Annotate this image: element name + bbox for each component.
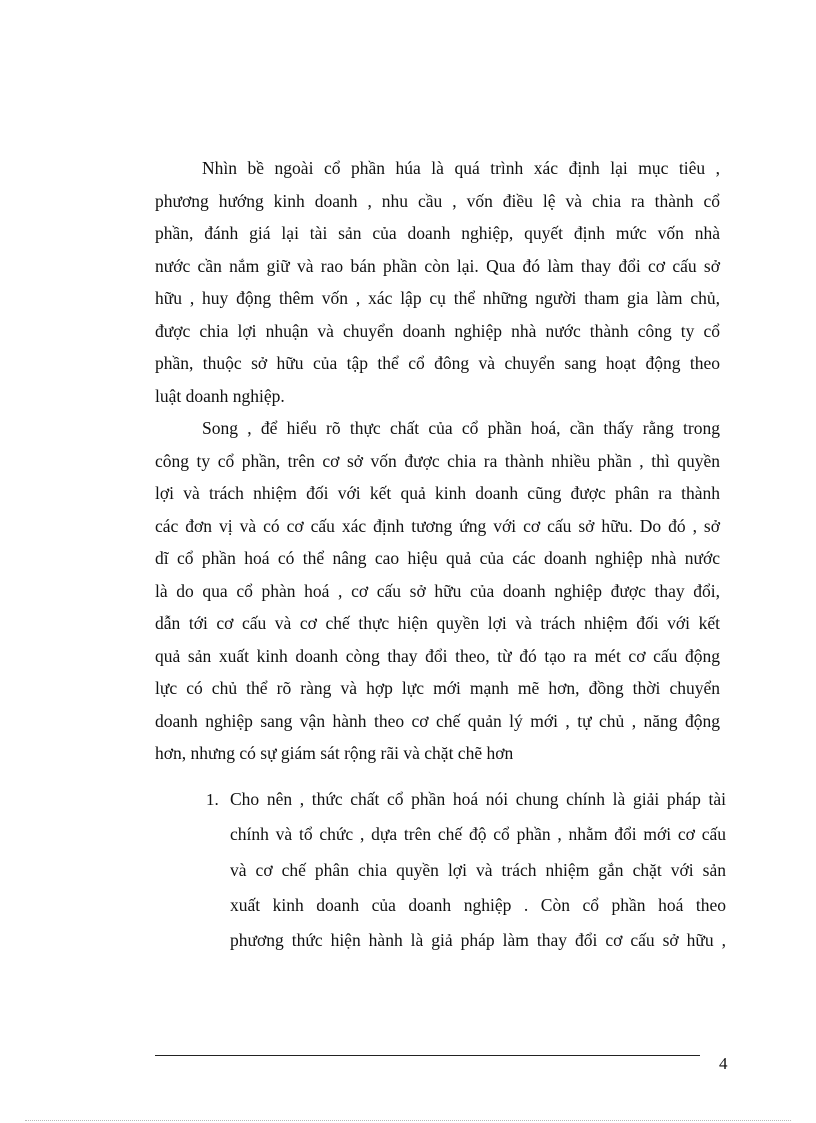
list-item-text [230,782,726,958]
paragraph-2-line: là do qua cổ phàn hoá , cơ cấu sở hữu của doanh nghiệp được thay đổi, [155,580,720,601]
paragraph-2-line: lợi và trách nhiệm đối với kết quả kinh doanh cũng được phân ra thành [155,483,720,503]
paragraph-1-line: nước cần nắm giữ và rao bán phần còn lại. Qua đó làm thay đổi cơ cấu sở [155,255,720,276]
list-item-line: phương thức hiện hành là giả pháp làm thay đổi cơ cấu sở hữu , [230,930,726,951]
paragraph-2-line: doanh nghiệp sang vận hành theo cơ chế quản lý mới , tự chủ , năng động [155,710,720,731]
paragraph-2-line: các đơn vị và có cơ cấu xác định tương ứng với cơ cấu sở hữu. Do đó , sở [155,515,720,536]
paragraph-1-line: phần, thuộc sở hữu của tập thể cổ đông và chuyển sang hoạt động theo [155,353,720,373]
paragraph-2-line: công ty cổ phần, trên cơ sở vốn được chia ra thành nhiều phần , thì quyền [155,450,720,471]
list-item-line: xuất kinh doanh của doanh nghiệp . Còn cổ phần hoá theo [230,894,726,915]
paragraph-1-line: Nhìn bề ngoài cổ phần húa là quá trình xác định lại mục tiêu , [202,158,720,178]
paragraph-1-line: hữu , huy động thêm vốn , xác lập cụ thể những người tham gia làm chủ, [155,288,720,308]
paragraph-2-line: Song , để hiểu rõ thực chất của cổ phần hoá, cần thấy rằng trong [202,418,720,438]
paragraph-2-line: quả sản xuất kinh doanh còng thay đổi theo, từ đó tạo ra mét cơ cấu động [155,645,720,666]
list-item-line: Cho nên , thức chất cổ phần hoá nói chung chính là giải pháp tài [230,789,726,809]
paragraph-1-line: được chia lợi nhuận và chuyển doanh nghiệp nhà nước thành công ty cổ [155,320,720,341]
paragraph-1-line: phần, đánh giá lại tài sản của doanh nghiệp, quyết định mức vốn nhà [155,223,720,243]
paragraph-2-line: lực có chủ thể rõ ràng và hợp lực mới mạnh mẽ hơn, đồng thời chuyển [155,678,720,698]
paragraph-2-line: dẫn tới cơ cấu và cơ chế thực hiện quyền lợi và trách nhiệm đối với kết [155,613,720,633]
footer-divider [155,1055,700,1056]
paragraph-1-line: phương hướng kinh doanh , nhu cầu , vốn điều lệ và chia ra thành cổ [155,190,720,211]
list-item-line: chính và tổ chức , dựa trên chế độ cổ phần , nhằm đổi mới cơ cấu [230,824,726,845]
list-item-line: và cơ chế phân chia quyền lợi và trách nhiệm gắn chặt với sản [230,859,726,880]
page-edge-divider [25,1120,791,1121]
body-text [155,152,720,770]
paragraph-2-line: hơn, nhưng có sự giám sát rộng rãi và chặt chẽ hơn [155,743,514,763]
paragraph-1-line: luật doanh nghiệp. [155,385,285,406]
page-number: 4 [719,1054,728,1073]
paragraph-2-line: dĩ cổ phần hoá có thể nâng cao hiệu quả của các doanh nghiệp nhà nước [155,548,720,568]
list-marker: 1. [206,790,219,809]
